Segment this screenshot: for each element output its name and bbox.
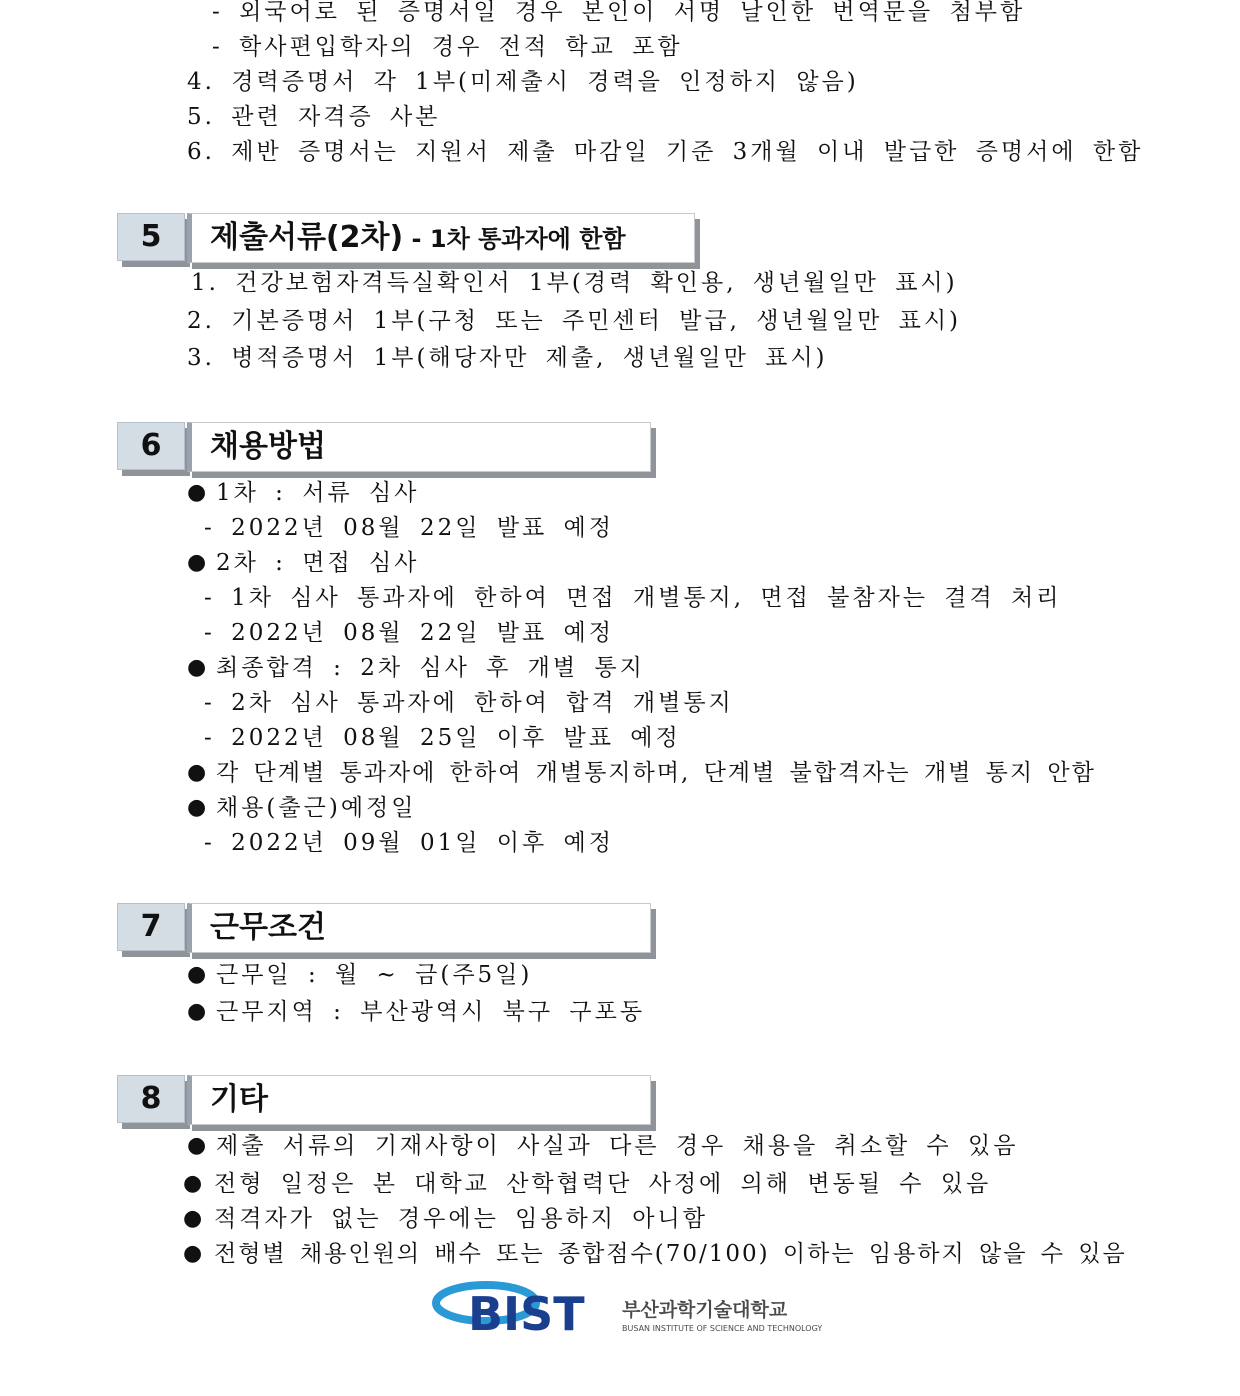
list-item: 2차 : 면접 심사	[216, 550, 420, 576]
sub-item: - 2022년 08월 22일 발표 예정	[204, 620, 614, 646]
section-title: 채용방법	[210, 429, 326, 464]
section-title-box	[187, 1075, 651, 1125]
bullet-icon: ●	[187, 795, 207, 820]
list-item: 근무지역 : 부산광역시 북구 구포동	[216, 999, 646, 1025]
bist-logo	[432, 1276, 832, 1340]
bullet-icon: ●	[187, 480, 207, 505]
bullet-icon: ●	[187, 655, 207, 680]
sub-item: - 2022년 08월 25일 이후 발표 예정	[204, 725, 681, 751]
list-item: 전형별 채용인원의 배수 또는 종합점수(70/100) 이하는 임용하지 않을 수 있음	[214, 1241, 1127, 1267]
sub-item: - 2022년 08월 22일 발표 예정	[204, 515, 614, 541]
list-item: 각 단계별 통과자에 한하여 개별통지하며, 단계별 불합격자는 개별 통지 안함	[216, 760, 1096, 786]
section-title-box	[187, 903, 651, 953]
logo-mark-text: BIST	[468, 1287, 585, 1340]
logo-name-ko: 부산과학기술대학교	[622, 1299, 788, 1321]
intro-line: - 학사편입학자의 경우 전적 학교 포함	[212, 34, 683, 60]
section-number: 8	[117, 1075, 185, 1123]
intro-line: 4. 경력증명서 각 1부(미제출시 경력을 인정하지 않음)	[187, 69, 859, 95]
list-item: 적격자가 없는 경우에는 임용하지 아니함	[214, 1206, 708, 1232]
bullet-icon: ●	[183, 1171, 203, 1196]
section-title	[210, 214, 626, 263]
bullet-icon: ●	[183, 1206, 203, 1231]
bullet-icon: ●	[187, 550, 207, 575]
sub-item: - 1차 심사 통과자에 한하여 면접 개별통지, 면접 불참자는 결격 처리	[204, 585, 1062, 611]
section-title: 근무조건	[210, 910, 326, 945]
list-item: 1차 : 서류 심사	[216, 480, 420, 506]
section-number: 6	[117, 422, 185, 470]
list-item: 1. 건강보험자격득실확인서 1부(경력 확인용, 생년월일만 표시)	[191, 270, 958, 296]
section-title-box	[187, 213, 695, 263]
bist-logo-mark	[432, 1276, 832, 1340]
list-item: 제출 서류의 기재사항이 사실과 다른 경우 채용을 취소할 수 있음	[216, 1133, 1019, 1159]
section-title-sub: - 1차 통과자에 한함	[403, 225, 626, 253]
section-title-box	[187, 422, 651, 472]
bullet-icon: ●	[187, 962, 207, 987]
logo-name-en: BUSAN INSTITUTE OF SCIENCE AND TECHNOLOGY	[622, 1324, 823, 1333]
section-number: 5	[117, 213, 185, 261]
intro-line: - 외국어로 된 증명서일 경우 본인이 서명 날인한 번역문을 첨부함	[212, 0, 1026, 25]
sub-item: - 2차 심사 통과자에 한하여 합격 개별통지	[204, 690, 734, 716]
bullet-icon: ●	[187, 999, 207, 1024]
intro-line: 6. 제반 증명서는 지원서 제출 마감일 기준 3개월 이내 발급한 증명서에 한함	[187, 139, 1144, 165]
bullet-icon: ●	[183, 1241, 203, 1266]
list-item: 3. 병적증명서 1부(해당자만 제출, 생년월일만 표시)	[187, 345, 828, 371]
intro-line: 5. 관련 자격증 사본	[187, 104, 441, 130]
section-number: 7	[117, 903, 185, 951]
list-item: 근무일 : 월 ~ 금(주5일)	[216, 962, 533, 988]
bullet-icon: ●	[187, 1133, 207, 1158]
list-item: 전형 일정은 본 대학교 산학협력단 사정에 의해 변동될 수 있음	[214, 1171, 992, 1197]
sub-item: - 2022년 09월 01일 이후 예정	[204, 830, 614, 856]
list-item: 채용(출근)예정일	[216, 795, 417, 821]
section-title: 기타	[210, 1082, 268, 1117]
bullet-icon: ●	[187, 760, 207, 785]
list-item: 2. 기본증명서 1부(구청 또는 주민센터 발급, 생년월일만 표시)	[187, 308, 962, 334]
section-title-main: 제출서류(2차)	[210, 220, 404, 255]
list-item: 최종합격 : 2차 심사 후 개별 통지	[216, 655, 645, 681]
